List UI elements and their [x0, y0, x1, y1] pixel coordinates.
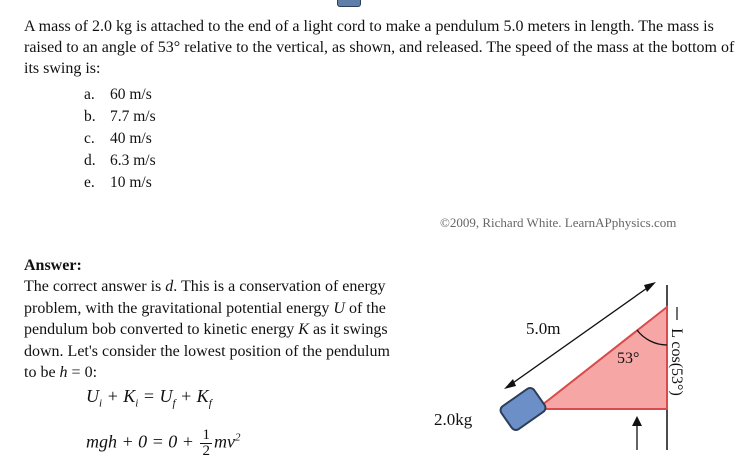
- eq-right: mv: [213, 431, 235, 452]
- answer-explanation: [24, 276, 404, 384]
- option-d: [84, 150, 156, 172]
- option-a: [84, 84, 156, 106]
- eq-sub: f: [172, 397, 176, 410]
- answer-options: [84, 84, 156, 194]
- eq-k: K: [196, 386, 209, 406]
- copyright-notice: ©2009, Richard White. LearnAPphysics.com: [440, 215, 677, 230]
- option-text: 7.7 m/s: [110, 108, 156, 125]
- option-letter: b.: [84, 108, 96, 125]
- option-letter: d.: [84, 152, 96, 169]
- height-label: L cos(53°): [668, 328, 685, 396]
- answer-text: = 0:: [67, 364, 98, 381]
- question-text: A mass of 2.0 kg is attached to the end of a light cord to make a pendulum 5.0 meters in length. The mass is raised to an angle of 53° relative to the vertical, as shown, and released. The speed of the mass at the bottom of its swing is:: [24, 18, 735, 77]
- eq-left: mgh + 0 = 0 +: [86, 431, 199, 452]
- length-arrowhead: [504, 379, 516, 389]
- energy-substitution-equation: [86, 428, 240, 459]
- option-letter: a.: [84, 86, 95, 103]
- variable-u: U: [333, 299, 345, 317]
- upward-arrowhead: [632, 416, 642, 426]
- eq-sub: f: [208, 397, 212, 410]
- option-b: [84, 106, 156, 128]
- variable-h: h: [59, 364, 68, 381]
- eq-k: K: [123, 386, 136, 406]
- option-e: [84, 172, 156, 194]
- eq-sub: i: [135, 397, 139, 410]
- option-text: 10 m/s: [110, 174, 152, 191]
- option-text: 60 m/s: [110, 86, 152, 103]
- option-letter: c.: [84, 130, 95, 147]
- length-label: 5.0m: [526, 319, 561, 338]
- eq-u: U: [159, 386, 173, 406]
- option-text: 40 m/s: [110, 130, 152, 147]
- angle-label: 53°: [617, 350, 640, 367]
- answer-text: The correct answer is: [24, 278, 166, 295]
- option-c: [84, 128, 156, 150]
- option-text: 6.3 m/s: [110, 152, 156, 169]
- pendulum-bob-top-icon: [337, 0, 361, 7]
- fraction-denominator: 2: [202, 443, 210, 459]
- pendulum-bob: [499, 386, 548, 432]
- answer-choice: d: [165, 278, 174, 295]
- fraction: [200, 428, 212, 459]
- eq-sub: i: [99, 397, 103, 410]
- answer-text: as it swings down. Let's consider the lowest position of the pendulum to be: [24, 321, 390, 381]
- mass-label: 2.0kg: [434, 410, 473, 429]
- length-arrowhead: [644, 282, 656, 292]
- answer-text: . This is a conservation of energy problem, with the gravitational potential energy: [24, 278, 386, 317]
- eq-exponent: 2: [234, 431, 241, 444]
- answer-heading: Answer:: [24, 257, 82, 274]
- eq-u: U: [86, 386, 99, 406]
- answer-text: of the pendulum bob converted to kinetic energy: [24, 299, 386, 338]
- energy-conservation-equation: $U_i + K_i = U_f + K_f$: [86, 386, 212, 410]
- variable-k: K: [298, 321, 309, 338]
- option-letter: e.: [84, 174, 95, 191]
- fraction-numerator: 1: [202, 427, 210, 443]
